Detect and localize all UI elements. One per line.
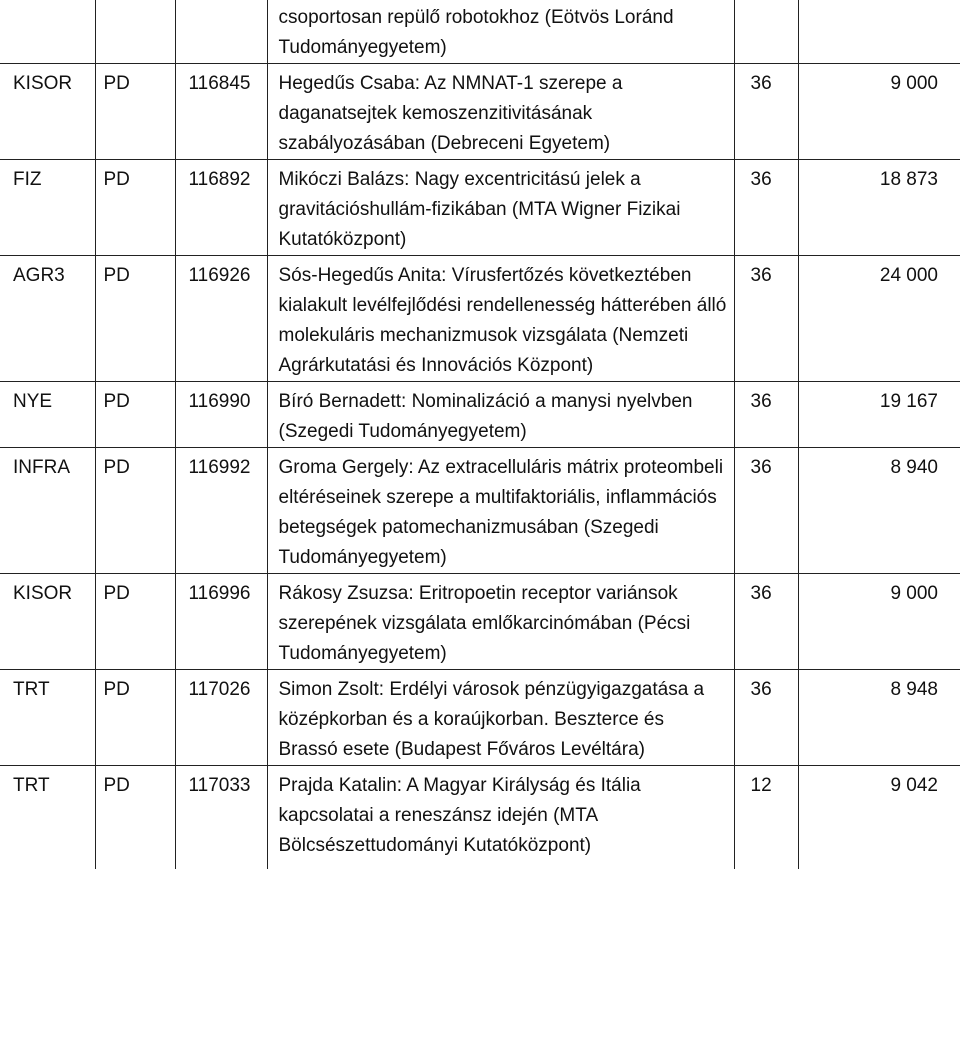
project-title: Prajda Katalin: A Magyar Királyság és Itália kapcsolatai a reneszánsz idején (MTA Bölcsészettudományi Kutatóközpont) — [278, 775, 641, 856]
duration-cell — [734, 64, 798, 160]
table-row — [0, 670, 960, 766]
project-id-cell — [175, 766, 267, 870]
project-id-cell — [175, 382, 267, 448]
project-id: 116892 — [188, 169, 251, 190]
project-title-cell — [267, 766, 734, 870]
grant-amount: 24 000 — [879, 265, 938, 286]
duration-cell — [734, 160, 798, 256]
table-row — [0, 766, 960, 870]
duration-months: 36 — [750, 457, 772, 478]
table-row — [0, 448, 960, 574]
project-title-cell — [267, 256, 734, 382]
project-title-cell — [267, 382, 734, 448]
panel-code-cell — [0, 256, 95, 382]
panel-code: KISOR — [13, 583, 73, 604]
grant-type: PD — [103, 775, 130, 796]
duration-months: 12 — [750, 775, 772, 796]
panel-code: AGR3 — [13, 265, 65, 286]
table-row — [0, 160, 960, 256]
grant-amount: 8 948 — [890, 679, 938, 700]
grant-type-cell — [95, 574, 175, 670]
amount-cell — [798, 574, 960, 670]
grant-type-cell — [95, 670, 175, 766]
project-title: Mikóczi Balázs: Nagy excentricitású jelek a gravitációshullám-fizikában (MTA Wigner Fizikai Kutatóközpont) — [278, 169, 681, 250]
table-row — [0, 382, 960, 448]
panel-code: NYE — [13, 391, 53, 412]
grant-type: PD — [103, 265, 130, 286]
project-id-cell — [175, 670, 267, 766]
project-id: 116992 — [188, 457, 251, 478]
amount-cell — [798, 448, 960, 574]
project-title-cell — [267, 64, 734, 160]
grant-amount: 9 000 — [890, 583, 938, 604]
duration-cell — [734, 382, 798, 448]
grant-amount: 18 873 — [879, 169, 938, 190]
grant-amount: 8 940 — [890, 457, 938, 478]
project-title-cell — [267, 0, 734, 64]
amount-cell — [798, 382, 960, 448]
table-row — [0, 0, 960, 64]
panel-code: TRT — [13, 679, 50, 700]
grant-type: PD — [103, 457, 130, 478]
grant-type-cell — [95, 256, 175, 382]
table-row — [0, 256, 960, 382]
duration-cell — [734, 766, 798, 870]
amount-cell — [798, 64, 960, 160]
project-title: Sós-Hegedűs Anita: Vírusfertőzés következtében kialakult levélfejlődési rendellenesség hátterében álló molekuláris mechanizmusok vizsgálata (Nemzeti Agrárkutatási és Innovációs Központ) — [278, 265, 727, 376]
duration-months: 36 — [750, 583, 772, 604]
grant-type-cell — [95, 64, 175, 160]
project-id-cell — [175, 160, 267, 256]
project-title-cell — [267, 670, 734, 766]
duration-months: 36 — [750, 73, 772, 94]
project-id: 116990 — [188, 391, 251, 412]
project-id-cell — [175, 574, 267, 670]
panel-code-cell — [0, 766, 95, 870]
grant-amount: 9 000 — [890, 73, 938, 94]
panel-code-cell — [0, 448, 95, 574]
panel-code-cell — [0, 382, 95, 448]
panel-code: FIZ — [13, 169, 42, 190]
project-title: Bíró Bernadett: Nominalizáció a manysi nyelvben (Szegedi Tudományegyetem) — [278, 391, 693, 442]
panel-code-cell — [0, 64, 95, 160]
table-row — [0, 64, 960, 160]
project-id-cell — [175, 0, 267, 64]
duration-cell — [734, 256, 798, 382]
amount-cell — [798, 670, 960, 766]
duration-months: 36 — [750, 679, 772, 700]
panel-code: KISOR — [13, 73, 73, 94]
panel-code-cell — [0, 670, 95, 766]
grant-type-cell — [95, 448, 175, 574]
project-id: 117026 — [188, 679, 251, 700]
amount-cell — [798, 160, 960, 256]
duration-cell — [734, 574, 798, 670]
grant-type: PD — [103, 391, 130, 412]
duration-months: 36 — [750, 169, 772, 190]
project-id: 117033 — [188, 775, 251, 796]
duration-cell — [734, 448, 798, 574]
project-id-cell — [175, 256, 267, 382]
grant-type-cell — [95, 766, 175, 870]
amount-cell — [798, 256, 960, 382]
amount-cell — [798, 766, 960, 870]
grant-type: PD — [103, 583, 130, 604]
panel-code-cell — [0, 0, 95, 64]
project-title-cell — [267, 574, 734, 670]
grant-type-cell — [95, 160, 175, 256]
grant-type-cell — [95, 0, 175, 64]
project-title: Rákosy Zsuzsa: Eritropoetin receptor variánsok szerepének vizsgálata emlőkarcinómában (Pécsi Tudományegyetem) — [278, 583, 691, 664]
project-title-cell — [267, 448, 734, 574]
grant-type: PD — [103, 73, 130, 94]
project-id: 116845 — [188, 73, 251, 94]
project-title: csoportosan repülő robotokhoz (Eötvös Loránd Tudományegyetem) — [278, 7, 674, 58]
grant-amount: 9 042 — [890, 775, 938, 796]
project-id: 116996 — [188, 583, 251, 604]
project-title: Hegedűs Csaba: Az NMNAT-1 szerepe a daganatsejtek kemoszenzitivitásának szabályozásában (Debreceni Egyetem) — [278, 73, 623, 154]
duration-cell — [734, 0, 798, 64]
panel-code: INFRA — [13, 457, 70, 478]
grant-type: PD — [103, 679, 130, 700]
grant-type-cell — [95, 382, 175, 448]
project-id: 116926 — [188, 265, 251, 286]
grant-amount: 19 167 — [879, 391, 938, 412]
project-id-cell — [175, 448, 267, 574]
panel-code-cell — [0, 574, 95, 670]
amount-cell — [798, 0, 960, 64]
panel-code: TRT — [13, 775, 50, 796]
duration-months: 36 — [750, 265, 772, 286]
duration-months: 36 — [750, 391, 772, 412]
panel-code-cell — [0, 160, 95, 256]
project-title: Groma Gergely: Az extracelluláris mátrix proteombeli eltéréseinek szerepe a multifaktoriális, inflammációs betegségek patomechanizmusában (Szegedi Tudományegyetem) — [278, 457, 724, 568]
grant-type: PD — [103, 169, 130, 190]
project-title: Simon Zsolt: Erdélyi városok pénzügyigazgatása a középkorban és a koraújkorban. Beszterce és Brassó esete (Budapest Főváros Levéltára) — [278, 679, 705, 760]
project-title-cell — [267, 160, 734, 256]
project-id-cell — [175, 64, 267, 160]
duration-cell — [734, 670, 798, 766]
table-row — [0, 574, 960, 670]
